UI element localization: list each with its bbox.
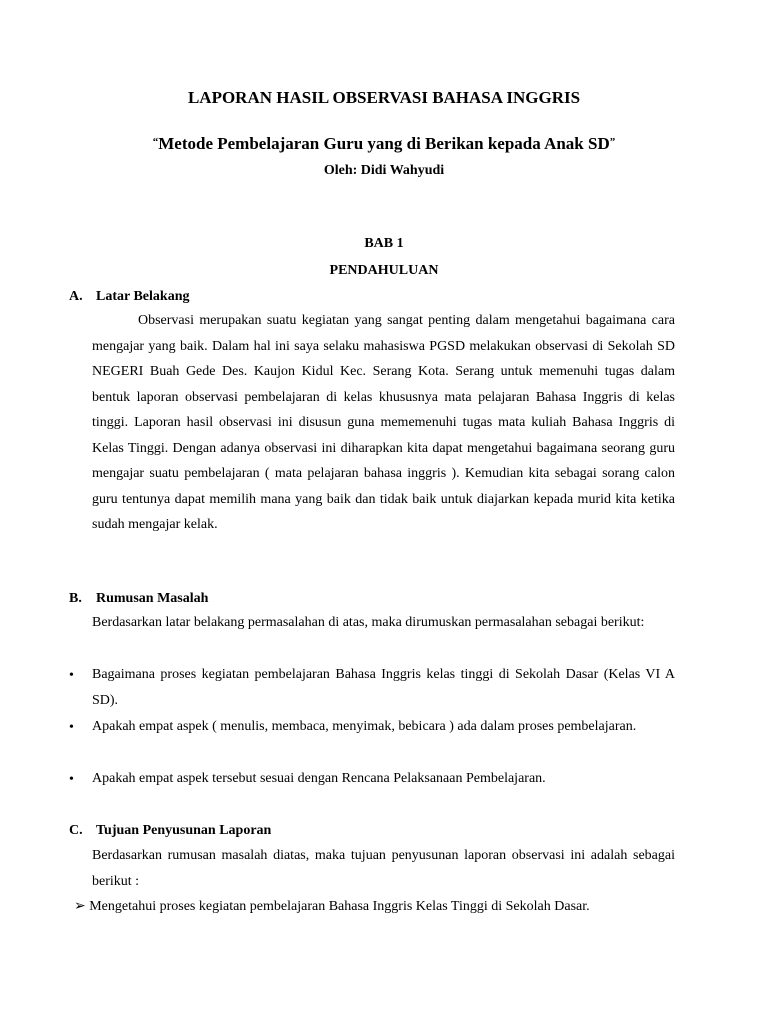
section-a-letter: A. <box>69 289 83 304</box>
section-a-title: Latar Belakang <box>96 289 190 304</box>
subtitle-text: Metode Pembelajaran Guru yang di Berikan kepada Anak SD <box>158 134 610 153</box>
section-c-heading <box>69 823 271 839</box>
section-b-intro: Berdasarkan latar belakang permasalahan di atas, maka dirumuskan permasalahan sebagai berikut: <box>92 615 645 630</box>
list-item: Apakah empat aspek ( menulis, membaca, menyimak, bebicara ) ada dalam proses pembelajaran. <box>92 719 637 734</box>
list-item: Apakah empat aspek tersebut sesuai dengan Rencana Pelaksanaan Pembelajaran. <box>92 771 546 786</box>
author-line: Oleh: Didi Wahyudi <box>323 163 445 178</box>
section-b-title: Rumusan Masalah <box>96 591 209 606</box>
section-b-heading <box>69 591 208 607</box>
document-subtitle <box>0 134 768 154</box>
open-quote: “ <box>152 136 159 148</box>
arrow-item-text: Mengetahui proses kegiatan pembelajaran Bahasa Inggris Kelas Tinggi di Sekolah Dasar. <box>89 899 590 914</box>
section-a-body: Observasi merupakan suatu kegiatan yang sangat penting dalam mengetahui bagaimana cara mengajar yang baik. Dalam hal ini saya selaku mahasiswa PGSD melakukan observasi di Sekolah SD NEGERI Buah Gede Des. Kaujon Kidul Kec. Serang Kota. Serang untuk memenuhi tugas dalam bentuk laporan observasi pembelajaran di kelas khususnya mata pelajaran Bahasa Inggris di kelas tinggi. Laporan hasil observasi ini disusun guna mememenuhi tugas mata kuliah Bahasa Inggris di Kelas Tinggi. Dengan adanya observasi ini diharapkan kita dapat mengetahui bagaimana seorang guru mengajar suatu pembelajaran ( mata pelajaran bahasa inggris ). Kemudian kita sebagai sorang calon guru tentunya dapat memilih mana yang baik dan tidak baik untuk diajarkan kepada murid kita ketika sudah mengajar kelak. <box>92 313 675 532</box>
section-c-title: Tujuan Penyusunan Laporan <box>96 823 272 838</box>
chapter-title: PENDAHULUAN <box>329 263 439 278</box>
arrow-list-item <box>74 898 590 915</box>
chapter-number: BAB 1 <box>364 236 404 251</box>
arrow-bullet-icon: ➢ <box>74 899 86 914</box>
close-quote: ” <box>609 136 616 148</box>
bullet-icon: • <box>69 668 74 683</box>
document-title: LAPORAN HASIL OBSERVASI BAHASA INGGRIS <box>187 88 581 107</box>
section-a-paragraph <box>92 308 675 538</box>
bullet-icon: • <box>69 772 74 787</box>
list-item: Bagaimana proses kegiatan pembelajaran Bahasa Inggris kelas tinggi di Sekolah Dasar (Kelas VI A SD). <box>92 667 675 708</box>
section-a-heading <box>69 289 189 305</box>
section-c-letter: C. <box>69 823 83 838</box>
section-c-intro: Berdasarkan rumusan masalah diatas, maka tujuan penyusunan laporan observasi ini adalah sebagai berikut : <box>92 848 675 889</box>
section-b-letter: B. <box>69 591 82 606</box>
bullet-icon: • <box>69 720 74 735</box>
